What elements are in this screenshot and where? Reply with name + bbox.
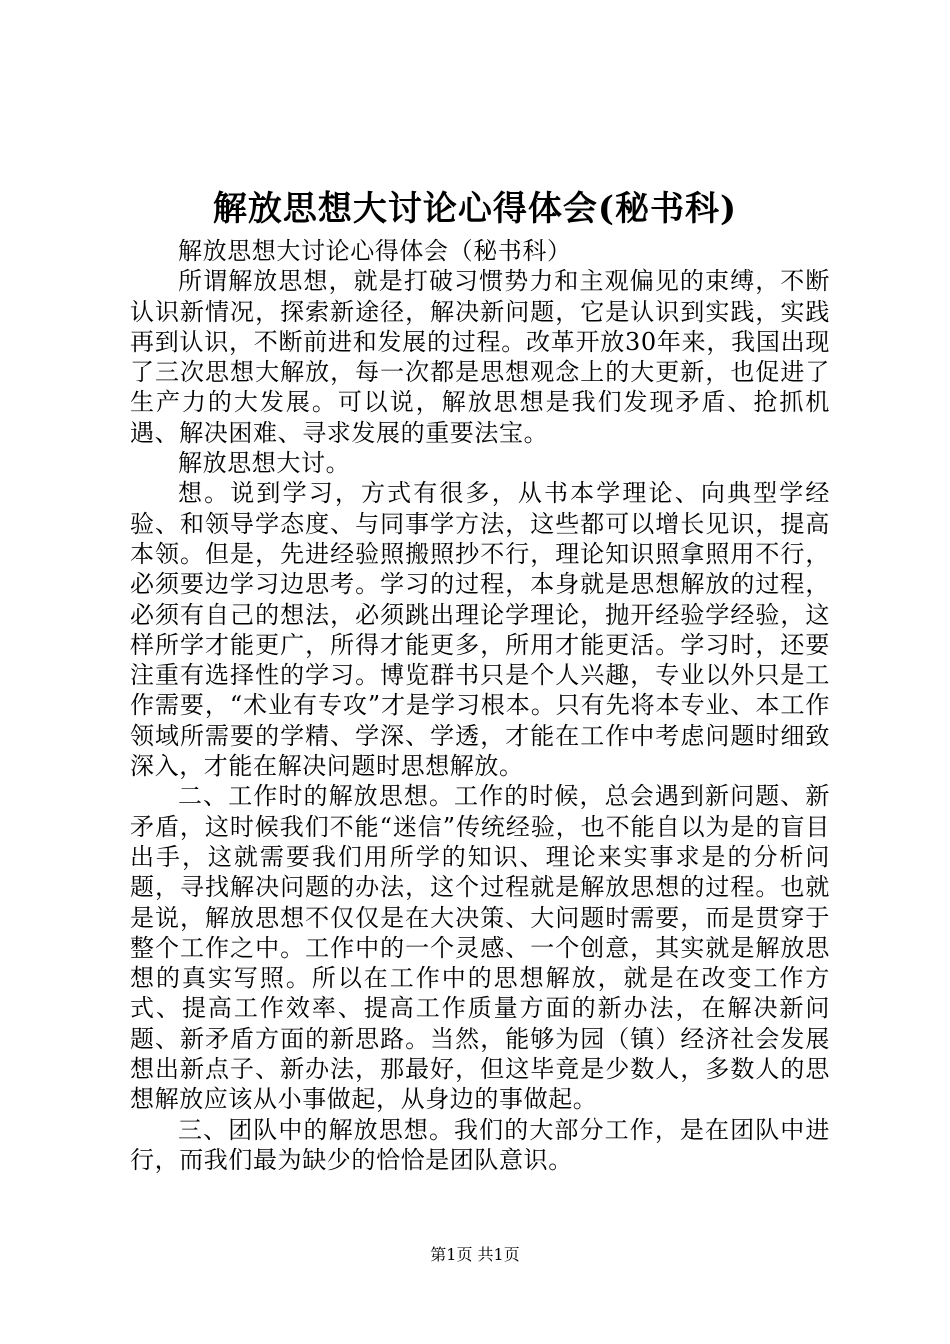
body-paragraph: 所谓解放思想，就是打破习惯势力和主观偏见的束缚，不断认识新情况，探索新途径，解决新问题，它是认识到实践，实践再到认识，不断前进和发展的过程。改革开放30年来，我国出现了三次思想大解放，每一次都是思想观念上的大更新，也促进了生产力的大发展。可以说，解放思想是我们发现矛盾、抢抓机遇、解决困难、寻求发展的重要法宝。: [130, 267, 830, 447]
page-footer: 第1页 共1页: [430, 1245, 520, 1264]
document-body: [130, 236, 830, 1175]
body-paragraph: 二、工作时的解放思想。工作的时候，总会遇到新问题、新矛盾，这时候我们不能“迷信”传统经验，也不能自以为是的盲目出手，这就需要我们用所学的知识、理论来实事求是的分析问题，寻找解决问题的办法，这个过程就是解放思想的过程。也就是说，解放思想不仅仅是在大决策、大问题时需要，而是贯穿于整个工作之中。工作中的一个灵感、一个创意，其实就是解放思想的真实写照。所以在工作中的思想解放，就是在改变工作方式、提高工作效率、提高工作质量方面的新办法，在解决新问题、新矛盾方面的新思路。当然，能够为园（镇）经济社会发展想出新点子、新办法，那最好，但这毕竟是少数人，多数人的思想解放应该从小事做起，从身边的事做起。: [130, 782, 830, 1114]
document-title: 解放思想大讨论心得体会(秘书科): [212, 189, 738, 229]
body-paragraph: 解放思想大讨。: [178, 449, 351, 478]
body-paragraph: 三、团队中的解放思想。我们的大部分工作，是在团队中进行，而我们最为缺少的恰恰是团队意识。: [130, 1115, 830, 1174]
body-paragraph: 想。说到学习，方式有很多，从书本学理论、向典型学经验、和领导学态度、与同事学方法，这些都可以增长见识，提高本领。但是，先进经验照搬照抄不行，理论知识照拿照用不行，必须要边学习边思考。学习的过程，本身就是思想解放的过程，必须有自己的想法，必须跳出理论学理论，抛开经验学经验，这样所学才能更广，所得才能更多，所用才能更活。学习时，还要注重有选择性的学习。博览群书只是个人兴趣，专业以外只是工作需要，“术业有专攻”才是学习根本。只有先将本专业、本工作领域所需要的学精、学深、学透，才能在工作中考虑问题时细致深入，才能在解决问题时思想解放。: [130, 479, 830, 781]
body-paragraph: 解放思想大讨论心得体会（秘书科）: [178, 237, 572, 265]
